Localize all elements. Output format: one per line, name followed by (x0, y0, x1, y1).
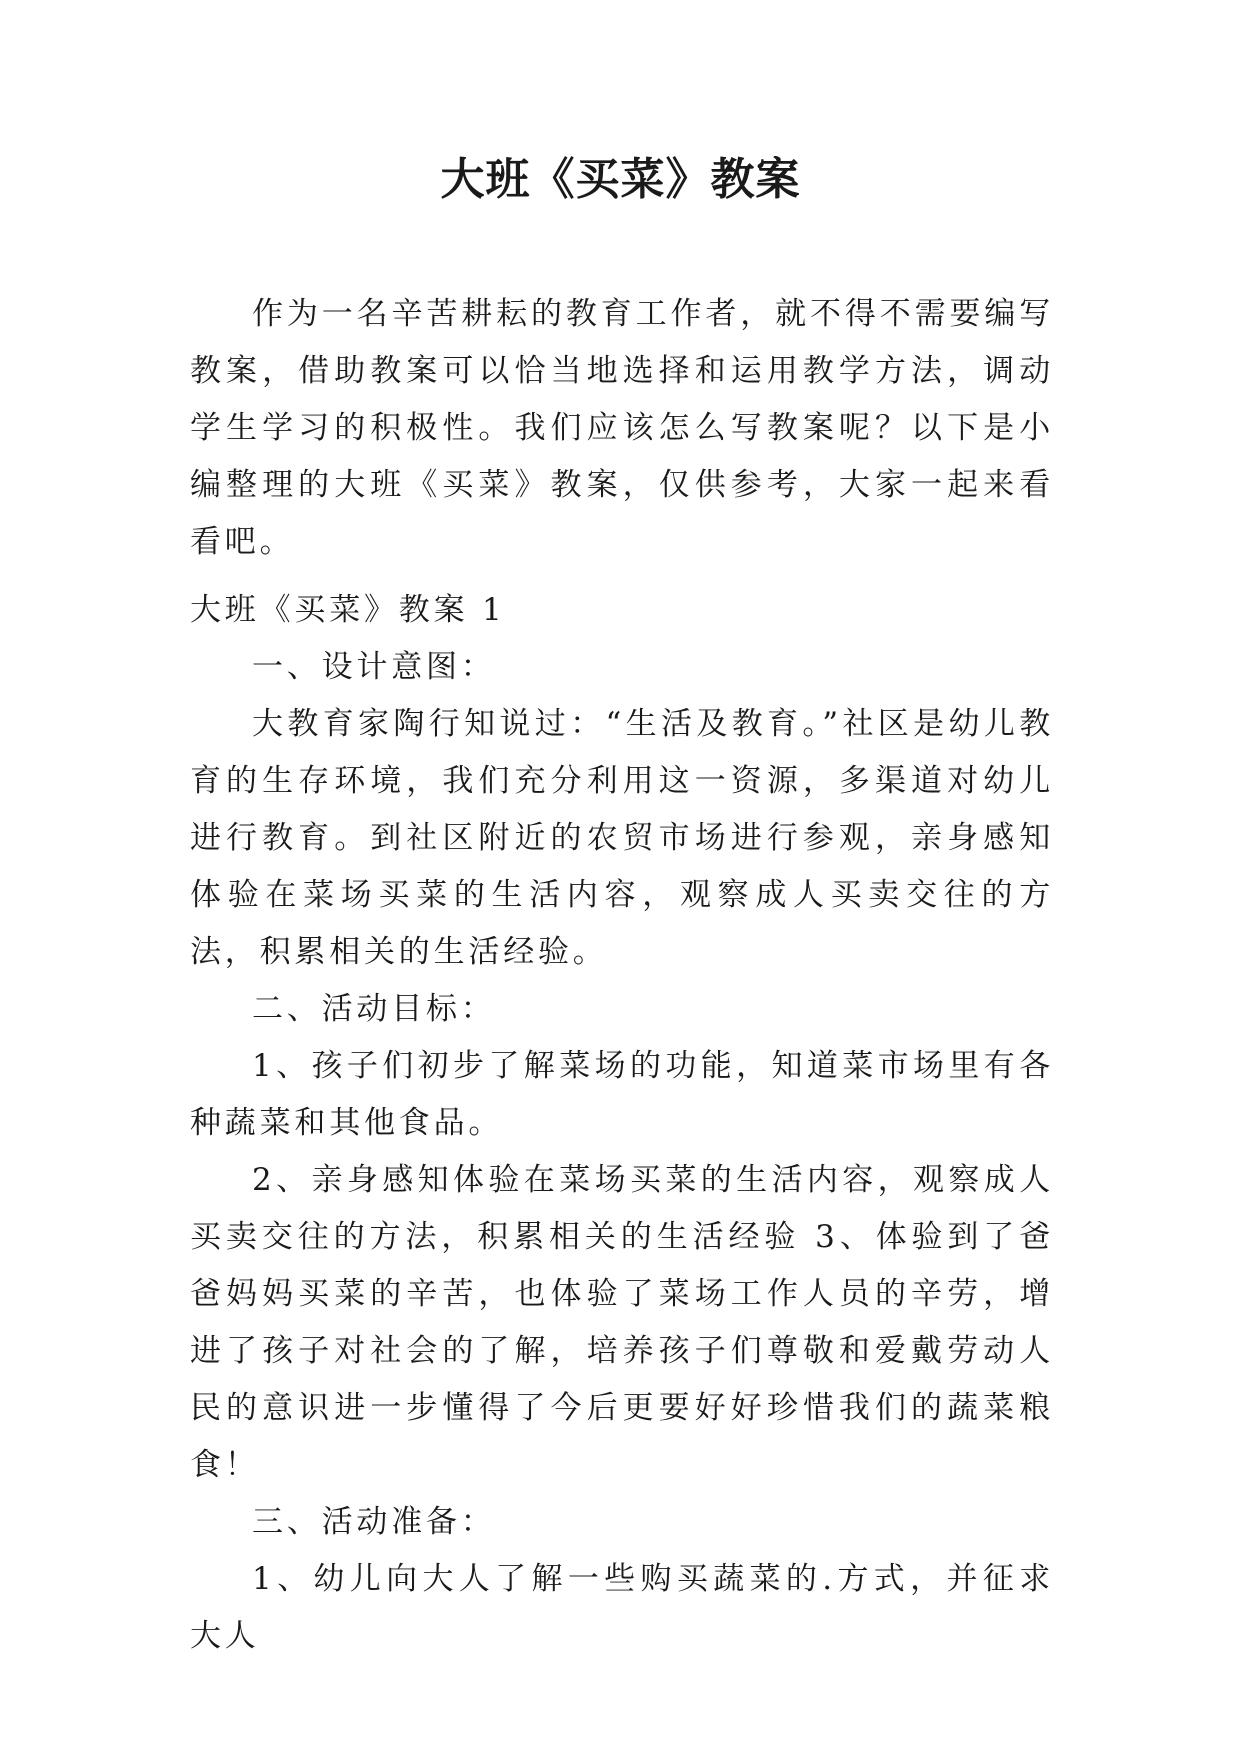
section-heading: 大班《买菜》教案 1 (190, 592, 506, 628)
activity-preparation-heading: 三、活动准备： (252, 1504, 496, 1540)
activity-goal-item: 1、孩子们初步了解菜场的功能，知道菜市场里有各种蔬菜和其他食品。 (190, 1048, 1054, 1141)
design-intent-heading: 一、设计意图： (252, 649, 496, 685)
lesson-plan-body (190, 582, 1054, 1665)
intro-paragraph: 作为一名辛苦耕耘的教育工作者，就不得不需要编写教案，借助教案可以恰当地选择和运用教学方法，调动学生学习的积极性。我们应该怎么写教案呢？以下是小编整理的大班《买菜》教案，仅供参考，大家一起来看看吧。 (190, 296, 1054, 560)
activity-goal-item: 2、亲身感知体验在菜场买菜的生活内容，观察成人买卖交往的方法，积累相关的生活经验 3、体验到了爸爸妈妈买菜的辛苦，也体验了菜场工作人员的辛劳，增进了孩子对社会的了解，培养孩子们尊敬和爱戴劳动人民的意识进一步懂得了今后更要好好珍惜我们的蔬菜粮食！ (190, 1162, 1054, 1483)
design-intent-paragraph: 大教育家陶行知说过：“生活及教育。”社区是幼儿教育的生存环境，我们充分利用这一资源，多渠道对幼儿进行教育。到社区附近的农贸市场进行参观，亲身感知体验在菜场买菜的生活内容，观察成人买卖交往的方法，积累相关的生活经验。 (190, 706, 1054, 970)
document-title: 大班《买菜》教案 (440, 154, 801, 205)
activity-goals-heading: 二、活动目标： (252, 991, 496, 1027)
intro-block (190, 286, 1054, 571)
activity-preparation-item: 1、幼儿向大人了解一些购买蔬菜的.方式，并征求大人 (190, 1561, 1054, 1654)
